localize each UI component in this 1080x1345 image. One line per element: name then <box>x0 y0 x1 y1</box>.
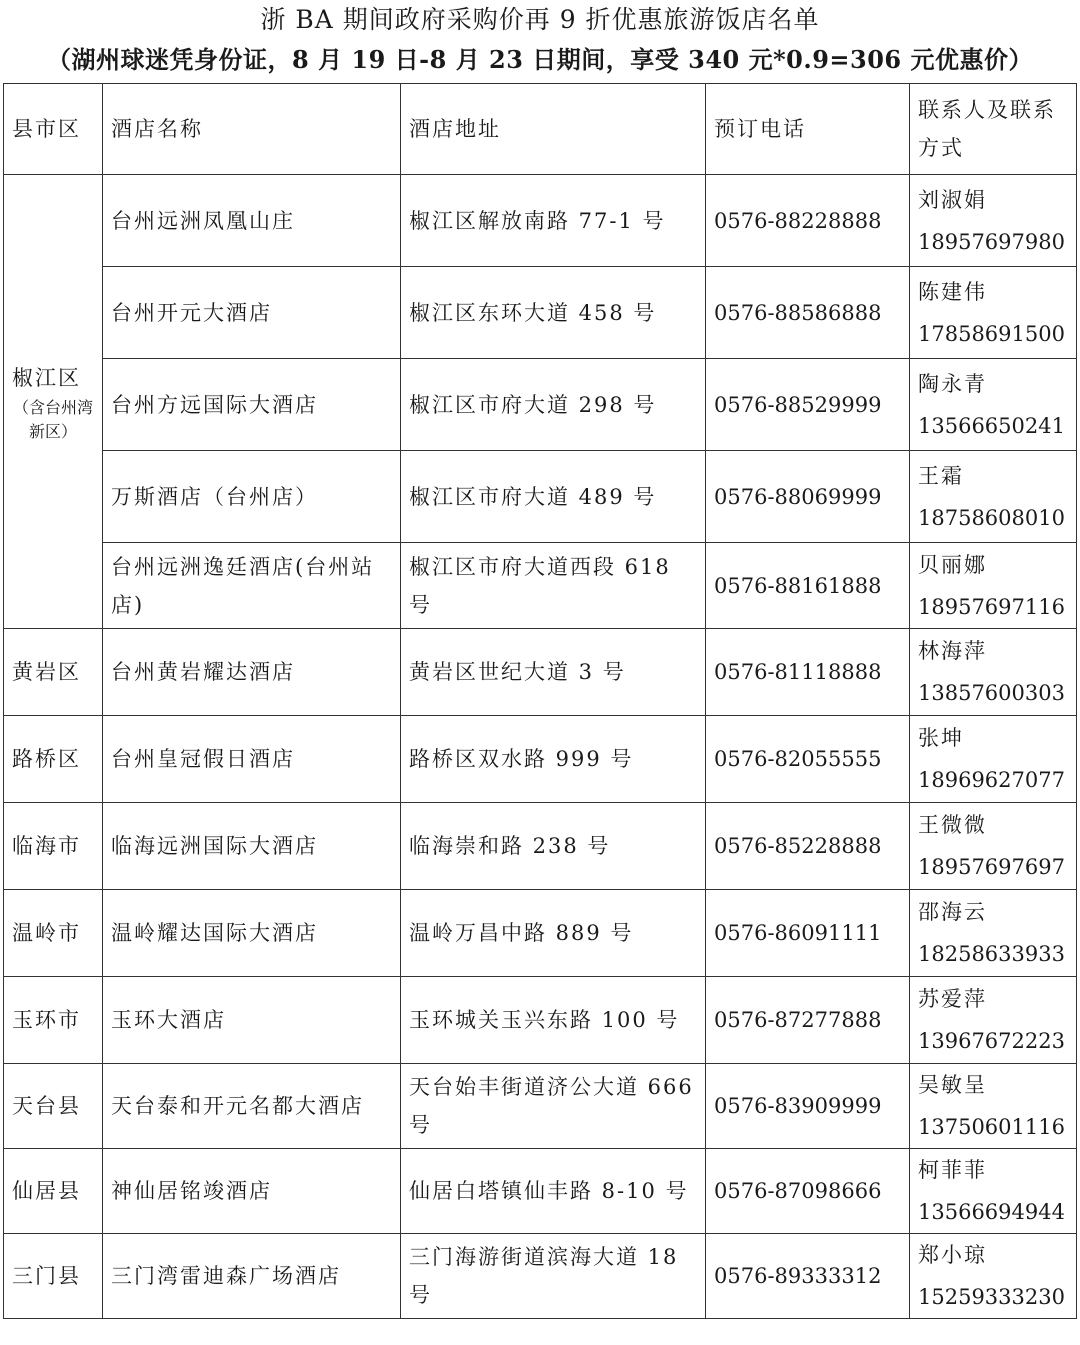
contact-phone: 13566650241 <box>918 413 1065 438</box>
hotel-address: 黄岩区世纪大道 3 号 <box>401 629 706 716</box>
contact-cell <box>910 1234 1077 1319</box>
hotel-name: 台州远洲逸廷酒店(台州站店) <box>103 543 401 629</box>
region-name: 临海市 <box>4 803 103 890</box>
contact-name: 柯菲菲 <box>918 1158 987 1182</box>
hotel-address: 椒江区市府大道 298 号 <box>401 359 706 451</box>
contact-name: 林海萍 <box>918 639 987 663</box>
hotel-name: 天台泰和开元名都大酒店 <box>103 1064 401 1149</box>
contact-name: 贝丽娜 <box>918 552 987 577</box>
region-name: 仙居县 <box>4 1149 103 1234</box>
table-row <box>4 267 1077 359</box>
header-region: 县市区 <box>4 84 103 175</box>
region-cell <box>4 175 103 629</box>
table-row <box>4 716 1077 803</box>
hotel-name: 台州皇冠假日酒店 <box>103 716 401 803</box>
booking-phone: 0576-88529999 <box>706 359 910 451</box>
contact-name: 刘淑娟 <box>918 187 987 212</box>
hotel-address: 天台始丰街道济公大道 666 号 <box>401 1064 706 1149</box>
table-row <box>4 629 1077 716</box>
table-row <box>4 1064 1077 1149</box>
table-row <box>4 977 1077 1064</box>
contact-name: 张坤 <box>918 726 964 750</box>
hotel-address: 临海崇和路 238 号 <box>401 803 706 890</box>
contact-cell <box>910 629 1077 716</box>
region-name: 温岭市 <box>4 890 103 977</box>
hotel-name: 三门湾雷迪森广场酒店 <box>103 1234 401 1319</box>
table-row <box>4 1149 1077 1234</box>
hotel-name: 温岭耀达国际大酒店 <box>103 890 401 977</box>
booking-phone: 0576-85228888 <box>706 803 910 890</box>
booking-phone: 0576-81118888 <box>706 629 910 716</box>
hotel-address: 椒江区东环大道 458 号 <box>401 267 706 359</box>
region-note: （含台州湾新区） <box>12 397 93 441</box>
contact-cell <box>910 543 1077 629</box>
contact-name: 郑小琼 <box>918 1243 987 1267</box>
hotel-name: 万斯酒店（台州店） <box>103 451 401 543</box>
region-name: 三门县 <box>4 1234 103 1319</box>
header-contact: 联系人及联系方式 <box>910 84 1077 175</box>
region-name: 椒江区 <box>12 365 81 390</box>
hotel-name: 临海远洲国际大酒店 <box>103 803 401 890</box>
hotel-name: 玉环大酒店 <box>103 977 401 1064</box>
hotel-address: 仙居白塔镇仙丰路 8-10 号 <box>401 1149 706 1234</box>
contact-phone: 13857600303 <box>918 681 1065 705</box>
contact-name: 王霜 <box>918 463 964 488</box>
document-title: 浙 BA 期间政府采购价再 9 折优惠旅游饭店名单 <box>260 5 820 34</box>
contact-phone: 17858691500 <box>918 321 1065 346</box>
contact-cell <box>910 977 1077 1064</box>
contact-phone: 18258633933 <box>918 942 1065 966</box>
contact-name: 陈建伟 <box>918 279 987 304</box>
contact-cell <box>910 1064 1077 1149</box>
booking-phone: 0576-88228888 <box>706 175 910 267</box>
contact-cell <box>910 1149 1077 1234</box>
contact-phone: 18758608010 <box>918 505 1065 530</box>
contact-phone: 13750601116 <box>918 1115 1065 1139</box>
hotel-address: 玉环城关玉兴东路 100 号 <box>401 977 706 1064</box>
table-row <box>4 803 1077 890</box>
contact-cell <box>910 267 1077 359</box>
contact-name: 吴敏呈 <box>918 1073 987 1097</box>
hotel-name: 台州开元大酒店 <box>103 267 401 359</box>
booking-phone: 0576-87098666 <box>706 1149 910 1234</box>
booking-phone: 0576-83909999 <box>706 1064 910 1149</box>
booking-phone: 0576-88069999 <box>706 451 910 543</box>
booking-phone: 0576-89333312 <box>706 1234 910 1319</box>
booking-phone: 0576-82055555 <box>706 716 910 803</box>
header-address: 酒店地址 <box>401 84 706 175</box>
hotel-address: 温岭万昌中路 889 号 <box>401 890 706 977</box>
contact-name: 苏爱萍 <box>918 987 987 1011</box>
header-phone: 预订电话 <box>706 84 910 175</box>
region-name: 玉环市 <box>4 977 103 1064</box>
table-row <box>4 543 1077 629</box>
contact-phone: 18957697116 <box>918 594 1065 619</box>
hotel-name: 台州黄岩耀达酒店 <box>103 629 401 716</box>
table-row <box>4 451 1077 543</box>
table-row <box>4 890 1077 977</box>
hotel-address: 路桥区双水路 999 号 <box>401 716 706 803</box>
header-hotel: 酒店名称 <box>103 84 401 175</box>
hotel-table <box>3 83 1077 1319</box>
contact-phone: 18957697980 <box>918 229 1065 254</box>
table-row <box>4 175 1077 267</box>
contact-cell <box>910 451 1077 543</box>
hotel-name: 神仙居铭竣酒店 <box>103 1149 401 1234</box>
contact-phone: 18969627077 <box>918 768 1065 792</box>
hotel-address: 椒江区市府大道西段 618 号 <box>401 543 706 629</box>
contact-cell <box>910 803 1077 890</box>
booking-phone: 0576-86091111 <box>706 890 910 977</box>
region-name: 天台县 <box>4 1064 103 1149</box>
table-row <box>4 1234 1077 1319</box>
contact-phone: 13566694944 <box>918 1200 1065 1224</box>
hotel-address: 椒江区解放南路 77-1 号 <box>401 175 706 267</box>
table-header-row <box>4 84 1077 175</box>
region-name: 路桥区 <box>4 716 103 803</box>
document-subtitle: （湖州球迷凭身份证，8 月 19 日-8 月 23 日期间，享受 340 元*0.9=306 元优惠价） <box>47 45 1033 74</box>
contact-phone: 15259333230 <box>918 1285 1065 1309</box>
hotel-address: 三门海游街道滨海大道 18 号 <box>401 1234 706 1319</box>
hotel-address: 椒江区市府大道 489 号 <box>401 451 706 543</box>
hotel-name: 台州方远国际大酒店 <box>103 359 401 451</box>
booking-phone: 0576-88161888 <box>706 543 910 629</box>
hotel-name: 台州远洲凤凰山庄 <box>103 175 401 267</box>
contact-name: 王微微 <box>918 813 987 837</box>
contact-name: 陶永青 <box>918 371 987 396</box>
contact-cell <box>910 175 1077 267</box>
contact-cell <box>910 359 1077 451</box>
region-name: 黄岩区 <box>4 629 103 716</box>
contact-phone: 18957697697 <box>918 855 1065 879</box>
contact-cell <box>910 890 1077 977</box>
contact-cell <box>910 716 1077 803</box>
contact-phone: 13967672223 <box>918 1029 1065 1053</box>
booking-phone: 0576-87277888 <box>706 977 910 1064</box>
contact-name: 邵海云 <box>918 900 987 924</box>
booking-phone: 0576-88586888 <box>706 267 910 359</box>
table-row <box>4 359 1077 451</box>
